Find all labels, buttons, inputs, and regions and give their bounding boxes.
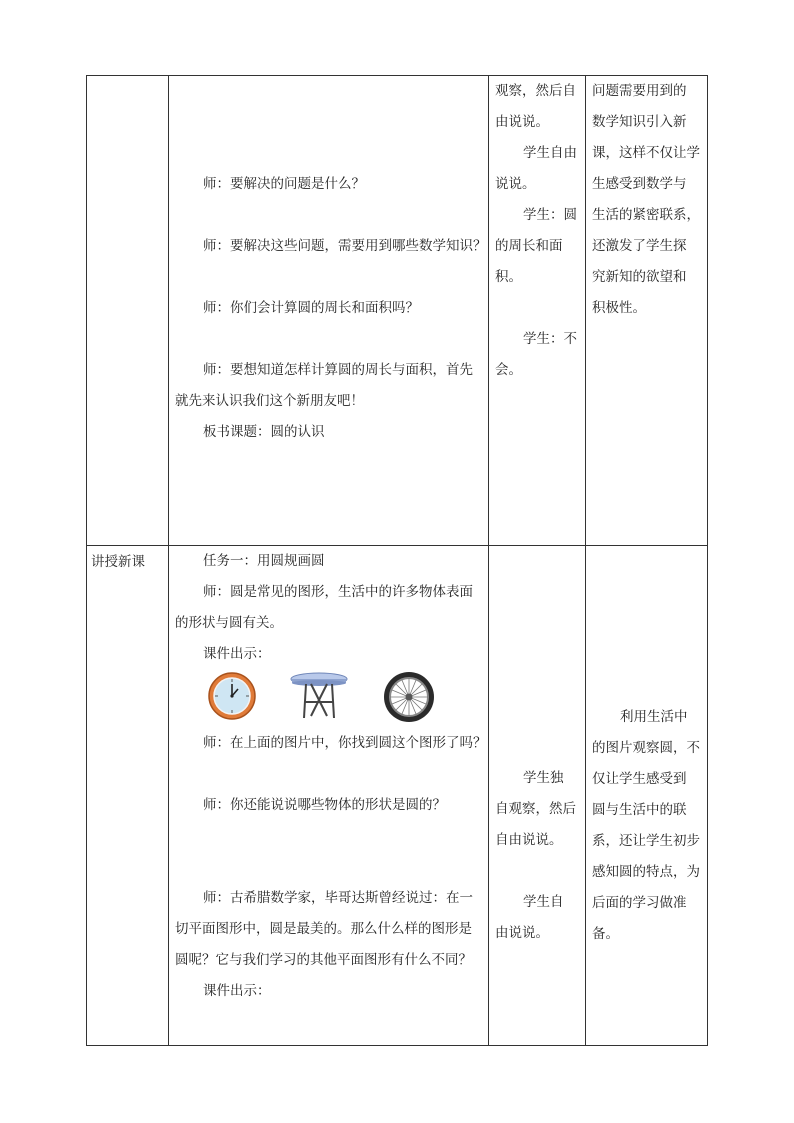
table-row (87, 546, 708, 1046)
student-text: 自观察，然后 (495, 801, 576, 817)
courseware-label: 课件出示： (203, 983, 271, 999)
teacher-text-cont: 的形状与圆有关。 (175, 615, 283, 631)
student-text: 积。 (495, 269, 522, 285)
intent-text: 生活的紧密联系， (592, 207, 700, 223)
student-activity-cell (489, 76, 586, 546)
clock-icon (207, 670, 257, 734)
teacher-text-cont: 圆呢？它与我们学习的其他平面图形有什么不同？ (175, 952, 472, 968)
student-text: 会。 (495, 362, 522, 378)
student-text: 学生：圆 (523, 207, 577, 223)
stage-cell: 讲授新课 (87, 546, 169, 1046)
intent-text: 的图片观察圆，不 (592, 740, 700, 756)
teacher-question: 师：你们会计算圆的周长和面积吗？ (203, 300, 419, 316)
student-text: 由说说。 (495, 114, 549, 130)
design-intent-cell (586, 76, 708, 546)
intent-text: 备。 (592, 926, 619, 942)
courseware-pictures (169, 670, 488, 728)
teacher-question: 师：要想知道怎样计算圆的周长与面积，首先 (203, 362, 473, 378)
student-text: 的周长和面 (495, 238, 563, 254)
student-activity-cell (489, 546, 586, 1046)
intent-text: 生感受到数学与 (592, 176, 687, 192)
board-title: 板书课题：圆的认识 (203, 424, 325, 440)
teaching-content-cell (169, 76, 489, 546)
intent-text: 究新知的欲望和 (592, 269, 687, 285)
intent-text: 系，还让学生初步 (592, 833, 700, 849)
intent-text: 问题需要用到的 (592, 83, 687, 99)
intent-text: 课，这样不仅让学 (592, 145, 700, 161)
teacher-question-cont: 就先来认识我们这个新朋友吧！ (175, 393, 364, 409)
round-table-icon (289, 670, 349, 734)
intent-text: 仅让学生感受到 (592, 771, 687, 787)
stage-cell (87, 76, 169, 546)
intent-text: 利用生活中 (620, 709, 688, 725)
table-row (87, 76, 708, 546)
intent-text: 感知圆的特点，为 (592, 864, 700, 880)
courseware-label: 课件出示： (203, 646, 271, 662)
teaching-content-cell (169, 546, 489, 1046)
intent-text: 圆与生活中的联 (592, 802, 687, 818)
student-text: 说说。 (495, 176, 536, 192)
intent-text: 数学知识引入新 (592, 114, 687, 130)
teacher-question: 师：在上面的图片中，你找到圆这个图形了吗？ (203, 735, 487, 751)
design-intent-cell (586, 546, 708, 1046)
student-text: 学生独 (523, 770, 564, 786)
student-text: 由说说。 (495, 925, 549, 941)
student-text: 学生：不 (523, 331, 577, 347)
student-text: 观察，然后自 (495, 83, 576, 99)
task-title: 任务一：用圆规画圆 (203, 553, 325, 569)
student-text: 自由说说。 (495, 832, 563, 848)
lesson-plan-table (86, 75, 708, 1046)
teacher-question: 师：要解决的问题是什么？ (203, 176, 365, 192)
intent-text: 积极性。 (592, 300, 646, 316)
teacher-question: 师：你还能说说哪些物体的形状是圆的？ (203, 797, 446, 813)
teacher-question: 师：要解决这些问题，需要用到哪些数学知识？ (203, 238, 487, 254)
bicycle-wheel-icon (382, 670, 436, 736)
student-text: 学生自 (523, 894, 564, 910)
teacher-text-cont: 切平面图形中，圆是最美的。那么什么样的图形是 (175, 921, 472, 937)
teacher-text: 师：圆是常见的图形，生活中的许多物体表面 (203, 584, 473, 600)
teacher-text: 师：古希腊数学家，毕哥达斯曾经说过：在一 (203, 890, 473, 906)
intent-text: 后面的学习做准 (592, 895, 687, 911)
intent-text: 还激发了学生探 (592, 238, 687, 254)
student-text: 学生自由 (523, 145, 577, 161)
